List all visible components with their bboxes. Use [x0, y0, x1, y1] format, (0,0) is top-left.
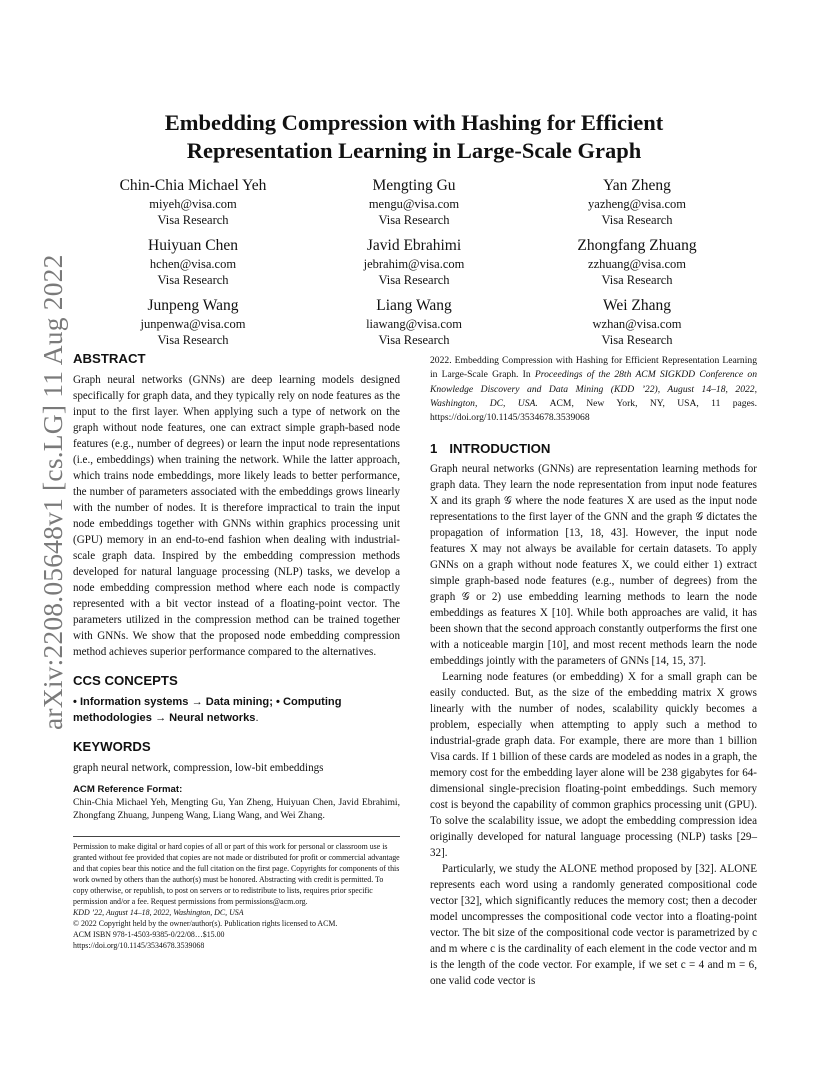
paper-title — [74, 109, 754, 165]
author-name: Zhongfang Zhuang — [577, 237, 697, 254]
intro-paragraph: Graph neural networks (GNNs) are representation learning methods for graph data. They learn the node representation from input node features X and its graph 𝒢 where the node features X are used as the input node representations to the first layer of the GNN and the graph 𝒢 dictates the propagation of information [13, 18, 43]. However, the input node features X may not always be available for certain datasets. To apply GNNs on a graph without node features X, we could either 1) extract simple graph-based node features (e.g., number of degrees) from the graph 𝒢 or 2) use embedding learning methods to learn the node embeddings as features X [10]. While both approaches are valid, it has been shown that the second approach constantly outperforms the first one with a noticeable margin [10], and most recent methods learn the node embeddings jointly with the parameters of GNNs [14, 15, 37]. — [430, 463, 757, 668]
author-card — [73, 176, 313, 228]
author-name: Chin-Chia Michael Yeh — [119, 177, 267, 194]
citation-text: 2022. Embedding Compression with Hashing for Efficient Representation Learning in Large-Scale Graph. In — [430, 355, 757, 381]
author-name: Liang Wang — [376, 297, 452, 314]
author-email: jebrahim@visa.com — [363, 257, 465, 271]
author-card — [517, 176, 757, 228]
permission-text: Permission to make digital or hard copies of all or part of this work for personal or classroom use is granted without fee provided that copies are not made or distributed for profit or commercial advantage and that copies bear this notice and the full citation on the first page. Copyrights for components of this work owned by others than the author(s) must be honored. Abstracting with credit is permitted. To copy otherwise, or republish, to post on servers or to redistribute to lists, requires prior specific permission and/or a fee. Request permissions from permissions@acm.org. — [73, 842, 400, 906]
acm-reference — [73, 783, 400, 823]
introduction-heading — [430, 440, 757, 458]
proceedings-title: Proceedings of the 28th ACM SIGKDD Conference on Knowledge Discovery and Data Mining (KDD ’22), August 14–18, 2022, Washington, DC, USA. — [430, 369, 757, 409]
author-affiliation: Visa Research — [157, 333, 229, 347]
copyright-notice: © 2022 Copyright held by the owner/author(s). Publication rights licensed to ACM. — [73, 919, 338, 928]
author-affiliation: Visa Research — [601, 333, 673, 347]
acm-reference-authors: Chin-Chia Michael Yeh, Mengting Gu, Yan Zheng, Huiyuan Chen, Javid Ebrahimi, Zhongfang Zhuang, Junpeng Wang, Liang Wang, and Wei Zhang. — [73, 797, 400, 822]
author-email: wzhan@visa.com — [592, 317, 682, 331]
ccs-item: • Information systems → Data mining; — [73, 696, 273, 708]
author-email: hchen@visa.com — [149, 257, 237, 271]
author-email: zzhuang@visa.com — [588, 257, 686, 271]
section-number: 1 — [430, 441, 438, 457]
author-affiliation: Visa Research — [378, 273, 450, 287]
author-name: Wei Zhang — [602, 297, 672, 314]
author-email: junpenwa@visa.com — [140, 317, 246, 331]
intro-paragraph: Particularly, we study the ALONE method proposed by [32]. ALONE represents each word using a randomly generated compositional code vector [32], which significantly reduces the memory cost; then a decoder model uncompresses the compositional code vector into a floating-point vector. The bit size of the compositional code vector is parametrized by c and m where c is the cardinality of each element in the code vector and m is the length of the code vector. For example, if we set c = 4 and m = 6, one valid code vector is — [430, 863, 757, 988]
author-affiliation: Visa Research — [378, 213, 450, 227]
ccs-end: . — [255, 712, 259, 724]
left-column — [73, 350, 400, 823]
section-title: INTRODUCTION — [449, 441, 551, 457]
author-affiliation: Visa Research — [601, 273, 673, 287]
author-affiliation: Visa Research — [157, 213, 229, 227]
ccs-heading: CCS CONCEPTS — [73, 673, 178, 688]
author-name: Huiyuan Chen — [148, 237, 238, 254]
author-email: liawang@visa.com — [366, 317, 462, 331]
citation-publisher: ACM, New York, NY, USA, 11 pages. https://doi.org/10.1145/3534678.3539068 — [430, 397, 757, 424]
ccs-concepts — [73, 694, 400, 726]
author-email: yazheng@visa.com — [588, 197, 686, 211]
author-card — [517, 296, 757, 348]
right-column — [430, 354, 757, 989]
author-card — [73, 236, 313, 288]
author-card — [73, 296, 313, 348]
author-email: miyeh@visa.com — [149, 197, 237, 211]
author-affiliation: Visa Research — [378, 333, 450, 347]
keywords-text: graph neural network, compression, low-bit embeddings — [73, 762, 324, 774]
ccs-item: • Computing methodologies → Neural networks — [73, 696, 342, 724]
author-name: Mengting Gu — [372, 177, 456, 194]
author-affiliation: Visa Research — [601, 213, 673, 227]
author-name: Junpeng Wang — [147, 297, 239, 314]
author-card — [294, 236, 534, 288]
author-name: Javid Ebrahimi — [366, 237, 462, 254]
author-email: mengu@visa.com — [368, 197, 460, 211]
author-card — [517, 236, 757, 288]
doi-link[interactable]: https://doi.org/10.1145/3534678.3539068 — [73, 941, 205, 950]
author-affiliation: Visa Research — [157, 273, 229, 287]
permission-notice — [73, 836, 400, 951]
abstract-heading: ABSTRACT — [73, 351, 146, 366]
title-line-1: Embedding Compression with Hashing for Efficient — [164, 110, 664, 135]
keywords-heading: KEYWORDS — [73, 739, 151, 754]
author-card — [294, 296, 534, 348]
isbn: ACM ISBN 978-1-4503-9385-0/22/08…$15.00 — [73, 930, 225, 939]
author-card — [294, 176, 534, 228]
acm-reference-label: ACM Reference Format: — [73, 784, 183, 795]
acm-reference-citation — [430, 354, 757, 425]
abstract-text: Graph neural networks (GNNs) are deep learning models designed specifically for graph data, and they typically rely on node features as the input to the first layer. When applying such a type of network on the graph without node features, one can extract simple graph-based node features (e.g., number of degrees) or learn the input node representations (i.e., embeddings) when training the network. While the latter approach, which trains node embeddings, more likely leads to better performance, the number of parameters associated with the embeddings grows linearly with the number of nodes. It is therefore impractical to train the input node embeddings together with GNNs within graphics processing unit (GPU) memory in an end-to-end fashion when dealing with industrial-scale graph data. Inspired by the embedding compression methods developed for natural language processing (NLP) tasks, we develop a node embedding compression method where each node is compactly represented with a bit vector instead of a floating-point vector. The parameters utilized in the compression method can be trained together with GNNs. We show that the proposed node embedding compression method achieves superior performance compared to the alternatives. — [73, 374, 400, 658]
author-name: Yan Zheng — [603, 177, 671, 194]
title-line-2: Representation Learning in Large-Scale Graph — [186, 138, 642, 163]
intro-paragraph: Learning node features (or embedding) X for a small graph can be easily conducted. But, as the size of the embedding matrix X grows linearly with the number of nodes, scalability quickly becomes a problem, especially when attempting to apply such a method to industrial-grade graph data. For example, there are more than 1 billion Visa cards. If 1 billion of these cards are modeled as nodes in a graph, the memory cost for the embedding layer alone will be 238 gigabytes for 64-dimensional single-precision floating-point embeddings. Such memory cost is beyond the capability of common graphics processing unit (GPU). To solve the scalability issue, we adopt the embedding compression idea originally developed for natural language processing (NLP) tasks [29–32]. — [430, 671, 757, 860]
arxiv-identifier: arXiv:2208.05648v1 [cs.LG] 11 Aug 2022 — [37, 254, 68, 730]
conference-info: KDD ’22, August 14–18, 2022, Washington, DC, USA — [73, 908, 244, 917]
